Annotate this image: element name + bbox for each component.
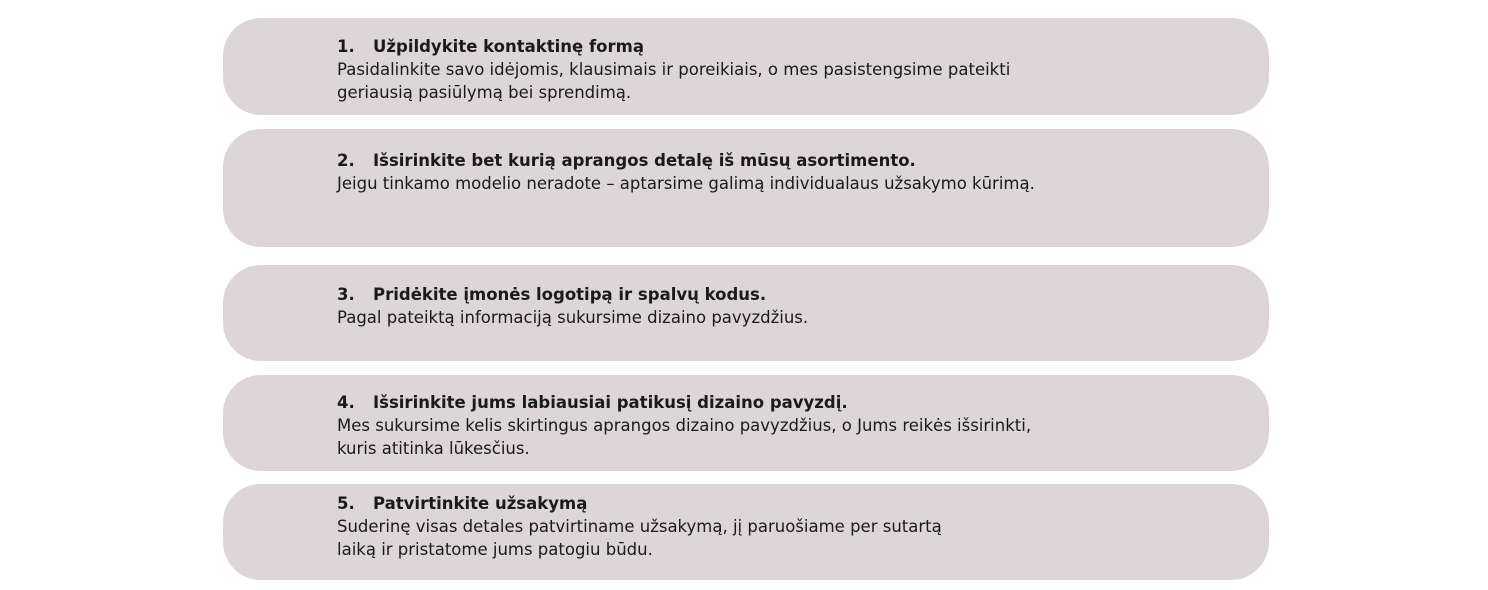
- step-heading: Patvirtinkite užsakymą: [373, 494, 588, 513]
- step-title: [337, 391, 1269, 414]
- step-card-3: [223, 265, 1269, 361]
- step-number: 1.: [337, 37, 355, 56]
- step-description-line: Jeigu tinkamo modelio neradote – aptarsime galimą individualaus užsakymo kūrimą.: [337, 174, 1035, 193]
- step-number: 4.: [337, 393, 355, 412]
- step-heading: Užpildykite kontaktinę formą: [373, 37, 644, 56]
- step-heading: Išsirinkite jums labiausiai patikusį dizaino pavyzdį.: [373, 393, 848, 412]
- step-description-line: Pagal pateiktą informaciją sukursime dizaino pavyzdžius.: [337, 308, 809, 327]
- step-description-line: Suderinę visas detales patvirtiname užsakymą, jį paruošiame per sutartą: [337, 517, 942, 536]
- step-title: [337, 149, 1269, 172]
- step-number: 2.: [337, 151, 355, 170]
- step-description-line: geriausią pasiūlymą bei sprendimą.: [337, 83, 632, 102]
- step-number: 5.: [337, 494, 355, 513]
- step-title: [337, 492, 1269, 515]
- step-number: 3.: [337, 285, 355, 304]
- step-description-line: laiką ir pristatome jums patogiu būdu.: [337, 540, 653, 559]
- step-title: [337, 35, 1269, 58]
- step-card-5: [223, 484, 1269, 580]
- step-title: [337, 283, 1269, 306]
- step-card-2: [223, 129, 1269, 247]
- step-card-4: [223, 375, 1269, 471]
- step-description-line: kuris atitinka lūkesčius.: [337, 439, 530, 458]
- step-card-1: [223, 18, 1269, 115]
- step-heading: Pridėkite įmonės logotipą ir spalvų kodus.: [373, 285, 767, 304]
- step-description-line: Mes sukursime kelis skirtingus aprangos dizaino pavyzdžius, o Jums reikės išsirinkti,: [337, 416, 1032, 435]
- step-description-line: Pasidalinkite savo idėjomis, klausimais ir poreikiais, o mes pasistengsime pateikti: [337, 60, 1011, 79]
- step-heading: Išsirinkite bet kurią aprangos detalę iš mūsų asortimento.: [373, 151, 916, 170]
